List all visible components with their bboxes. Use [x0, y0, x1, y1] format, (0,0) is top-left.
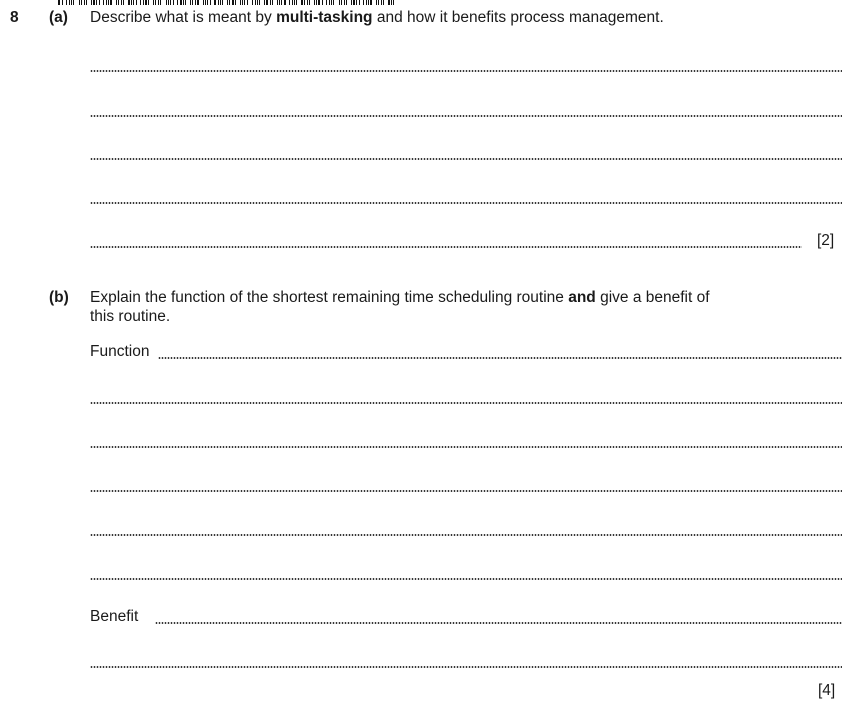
part-a-marks: [2] — [817, 232, 835, 249]
benefit-label: Benefit — [90, 608, 139, 625]
function-line-6[interactable] — [90, 578, 842, 580]
answer-line-a4[interactable] — [90, 202, 842, 204]
answer-line-a3[interactable] — [90, 158, 842, 160]
part-b-prompt-line1: Explain the function of the shortest remaining time scheduling routine and give a benefit of — [90, 289, 710, 306]
part-a-label: (a) — [49, 9, 68, 26]
benefit-line-1[interactable] — [155, 622, 842, 624]
part-b-keyword: and — [568, 289, 596, 306]
function-line-2[interactable] — [90, 402, 842, 404]
function-label: Function — [90, 343, 150, 360]
answer-line-a5[interactable] — [90, 246, 802, 248]
benefit-line-2[interactable] — [90, 666, 842, 668]
part-b-prompt-line2: this routine. — [90, 308, 171, 325]
answer-line-a2[interactable] — [90, 115, 842, 117]
part-b-label: (b) — [49, 289, 69, 306]
function-line-1[interactable] — [158, 357, 842, 359]
function-line-4[interactable] — [90, 490, 842, 492]
question-number: 8 — [10, 9, 19, 26]
part-a-keyword: multi-tasking — [276, 9, 373, 26]
barcode — [58, 0, 396, 5]
part-a-prompt: Describe what is meant by multi-tasking and how it benefits process management. — [90, 9, 664, 26]
function-line-5[interactable] — [90, 534, 842, 536]
answer-line-a1[interactable] — [90, 70, 842, 72]
part-b-marks: [4] — [818, 682, 836, 699]
function-line-3[interactable] — [90, 446, 842, 448]
